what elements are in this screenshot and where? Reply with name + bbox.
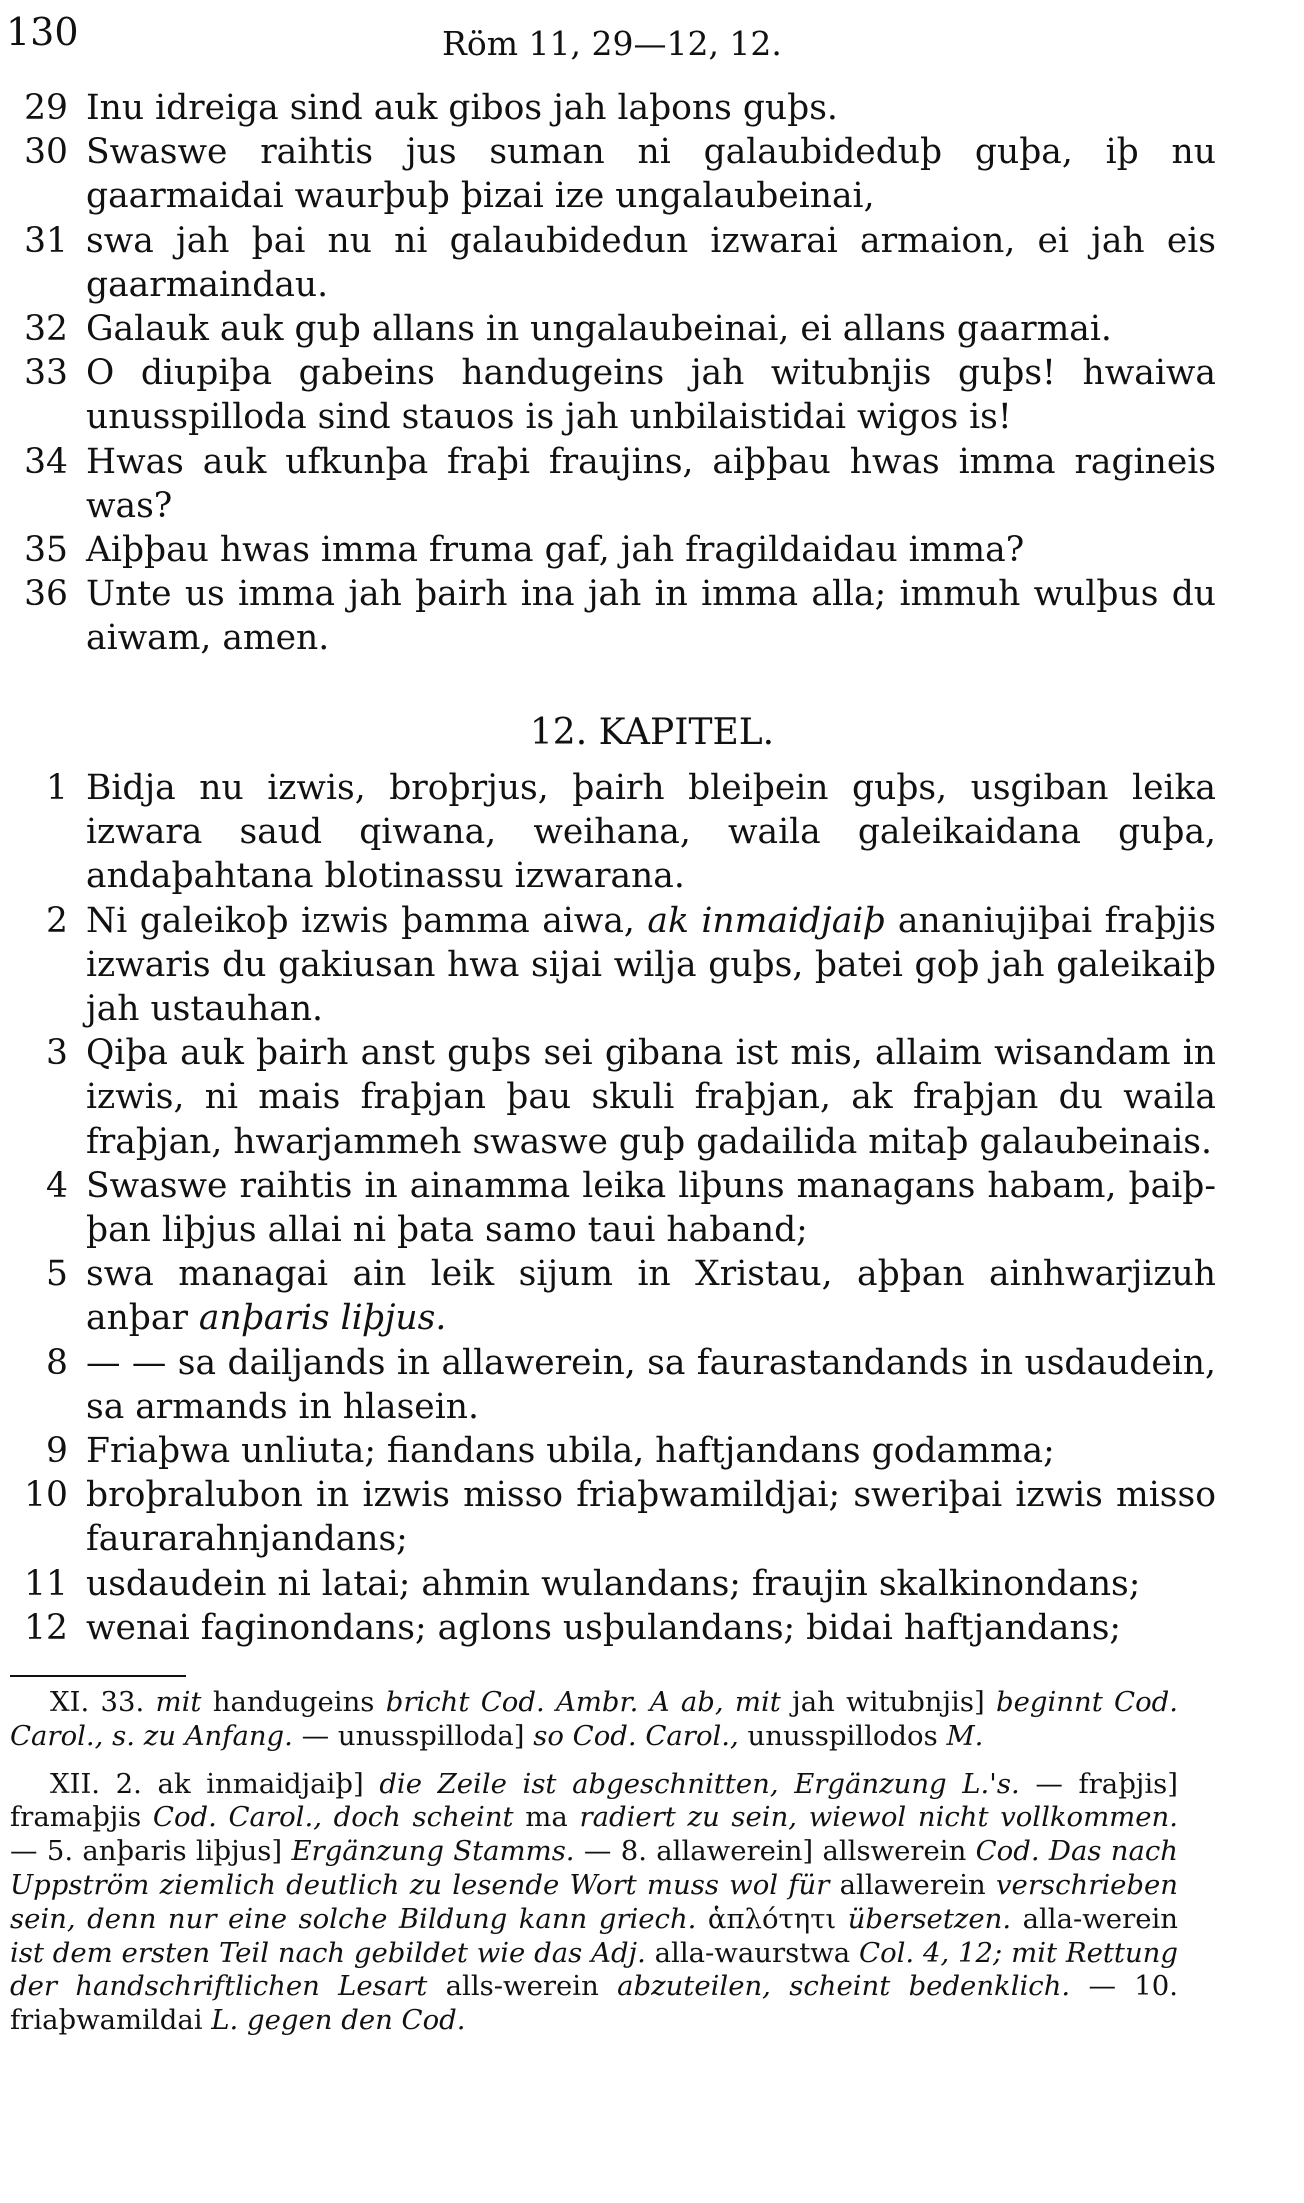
chapter-11-text: [0, 86, 1304, 661]
verse: [0, 1562, 1304, 1606]
verse-text: ananiujiþai fraþjis izwaris du gakiusan hwa sijai wilja guþs, þatei goþ jah galeikaiþ jah ustauhan.: [86, 900, 1216, 1030]
footnote-italic-text: beginnt Cod. Carol., s. zu Anfang.: [10, 1686, 1179, 1752]
footnote-text: XII. 2. ak inmaidjaiþ]: [50, 1767, 380, 1800]
footnote-text: — 5. anþaris liþjus]: [10, 1835, 292, 1868]
verse-number: 1: [46, 768, 68, 808]
verse-text-italic: ak inmaidjaiþ: [647, 900, 886, 941]
verse-number: 10: [24, 1475, 68, 1516]
verse-text: Galauk auk guþ allans in ungalaubeinai, ei allans gaarmai.: [86, 309, 1112, 350]
verse: [0, 899, 1304, 1032]
running-head: Röm 11, 29—12, 12.: [442, 24, 782, 63]
footnote-divider: [10, 1675, 186, 1677]
footnote-text: alla-werein: [1011, 1902, 1178, 1935]
footnote-italic-text: Col. 4, 12; mit Rettung der handschriftlichen Lesart: [10, 1936, 1178, 2003]
verse-text: Swaswe raihtis jus suman ni galaubideduþ guþa, iþ nu gaarmaidai waurþuþ þizai ize ungalaubeinai,: [86, 132, 1216, 217]
verse-text: Qiþa auk þairh anst guþs sei gibana ist mis, allaim wisandam in izwis, ni mais fraþjan þau skuli fraþjan, ak fraþjan du waila fraþjan, hwarjammeh swaswe guþ gadailida mitaþ galaubeinais.: [86, 1033, 1216, 1162]
page-number: 130: [6, 10, 79, 54]
footnote-italic-text: M.: [946, 1719, 984, 1752]
verse-text: usdaudein ni latai; ahmin wulandans; fraujin skalkinondans;: [86, 1563, 1141, 1604]
footnote-text: unusspillodos: [738, 1719, 947, 1752]
footnote-text: — fraþjis] framaþjis: [10, 1767, 1178, 1834]
footnote-italic-text: abzuteilen, scheint bedenklich.: [617, 1970, 1071, 2003]
verse: [0, 130, 1304, 218]
footnote: [10, 1686, 1178, 1754]
verse-number: 12: [24, 1607, 68, 1648]
verse-text: O diupiþa gabeins handugeins jah witubnjis guþs! hwaiwa unusspilloda sind stauos is jah unbilaistidai wigos is!: [86, 353, 1216, 438]
chapter-12-text: [0, 766, 1304, 1650]
page-header: [0, 10, 1304, 62]
footnote-text: jah witubnjis]: [780, 1686, 996, 1718]
verse-number: 8: [46, 1342, 68, 1383]
verse: [0, 219, 1304, 307]
footnote-text: ma: [513, 1801, 580, 1834]
verse: [0, 1252, 1304, 1340]
footnote-italic-text: so Cod. Carol.,: [533, 1719, 739, 1752]
verse-number: 11: [24, 1563, 68, 1604]
verse: [0, 307, 1304, 351]
footnote-italic-text: Cod. Das nach Uppström ziemlich deutlich zu lesende Wort muss wol für: [10, 1835, 1178, 1901]
footnote-text: alls-werein: [427, 1970, 618, 2003]
footnote-text: XI. 33.: [50, 1686, 156, 1718]
verse-number: 29: [24, 88, 68, 128]
footnote-text: — 10. friaþwamildai: [10, 1970, 1178, 2037]
verse: [0, 1606, 1304, 1650]
footnote-italic-text: Ergänzung Stamms.: [291, 1835, 575, 1868]
verse-text: Bidja nu izwis, broþrjus, þairh bleiþein guþs, usgiban leika izwara saud qiwana, weihana, waila galeikaidana guþa, andaþahtana blotinassu izwarana.: [86, 768, 1216, 897]
footnote-italic-text: Cod. Carol., doch scheint: [152, 1801, 514, 1834]
footnote-italic-text: ist dem ersten Teil nach gebildet wie das Adj.: [10, 1936, 646, 1969]
footnote: [10, 1768, 1178, 2038]
verse-number: 2: [46, 900, 68, 941]
footnote-text: alla-waurstwa: [645, 1936, 860, 1969]
verse: [0, 1031, 1304, 1164]
footnote-text: — unusspilloda]: [292, 1719, 534, 1752]
verse: [0, 1473, 1304, 1561]
verse-number: 4: [46, 1165, 68, 1206]
footnote-text: handugeins: [201, 1686, 386, 1718]
verse-number: 5: [46, 1254, 68, 1295]
verse-number: 3: [46, 1033, 68, 1074]
footnotes: [10, 1686, 1178, 2038]
verse-text: Friaþwa unliuta; fiandans ubila, haftjandans godamma;: [86, 1431, 1055, 1472]
verse-text: Hwas auk ufkunþa fraþi fraujins, aiþþau hwas imma ragineis was?: [86, 441, 1216, 526]
chapter-heading: 12. KAPITEL.: [529, 712, 775, 753]
verse: [0, 1341, 1304, 1429]
verse: [0, 351, 1304, 439]
verse: [0, 86, 1304, 130]
footnote-text: ἁπλότητι: [696, 1902, 848, 1935]
footnote-italic-text: L. gegen den Cod.: [211, 2004, 466, 2037]
footnote-text: allawerein: [829, 1868, 997, 1901]
verse-text: swa jah þai nu ni galaubidedun izwarai armaion, ei jah eis gaarmaindau.: [86, 220, 1216, 305]
verse-text: wenai faginondans; aglons usþulandans; bidai haftjandans;: [86, 1607, 1122, 1648]
verse: [0, 1429, 1304, 1473]
footnote-italic-text: verschrieben sein, denn nur eine solche Bildung kann griech.: [10, 1868, 1179, 1935]
verse-number: 35: [24, 530, 68, 571]
footnote-text: — 8. allawerein] allswerein: [574, 1835, 976, 1868]
verse-text: Unte us imma jah þairh ina jah in imma alla; immuh wulþus du aiwam, amen.: [86, 574, 1216, 659]
verse: [0, 1164, 1304, 1252]
verse-number: 34: [24, 441, 68, 482]
verse-text: broþralubon in izwis misso friaþwamildjai; sweriþai izwis misso faurarahnjandans;: [86, 1475, 1216, 1560]
verse-text: Ni galeikoþ izwis þamma aiwa,: [86, 900, 635, 941]
footnote-italic-text: mit: [155, 1686, 202, 1718]
verse-text-italic: anþaris liþjus.: [198, 1298, 447, 1339]
footnote-italic-text: die Zeile ist abgeschnitten, Ergänzung L.'s.: [379, 1767, 1020, 1800]
verse-number: 30: [24, 132, 68, 173]
verse-number: 32: [24, 309, 68, 350]
verse-text: Aiþþau hwas imma fruma gaf, jah fragildaidau imma?: [86, 530, 1025, 571]
verse-number: 9: [46, 1431, 68, 1472]
verse-text: swa managai ain leik sijum in Xristau, aþþan ainhwarjizuh anþar: [86, 1254, 1216, 1339]
verse-text: Swaswe raihtis in ainamma leika liþuns managans habam, þaiþ-þan liþjus allai ni þata samo taui haband;: [86, 1165, 1216, 1251]
verse: [0, 766, 1304, 899]
footnote-italic-text: radiert zu sein, wiewol nicht vollkommen.: [579, 1801, 1178, 1834]
footnote-italic-text: übersetzen.: [847, 1902, 1012, 1935]
verse-text: — — sa dailjands in allawerein, sa faurastandands in usdaudein, sa armands in hlasein.: [86, 1342, 1216, 1427]
verse-text: Inu idreiga sind auk gibos jah laþons guþs.: [86, 88, 838, 128]
verse: [0, 528, 1304, 572]
footnote-italic-text: bricht Cod. Ambr. A ab, mit: [385, 1686, 781, 1718]
verse-number: 33: [24, 353, 68, 394]
verse: [0, 440, 1304, 528]
verse-number: 36: [24, 574, 68, 615]
verse-number: 31: [24, 220, 68, 261]
verse: [0, 572, 1304, 660]
